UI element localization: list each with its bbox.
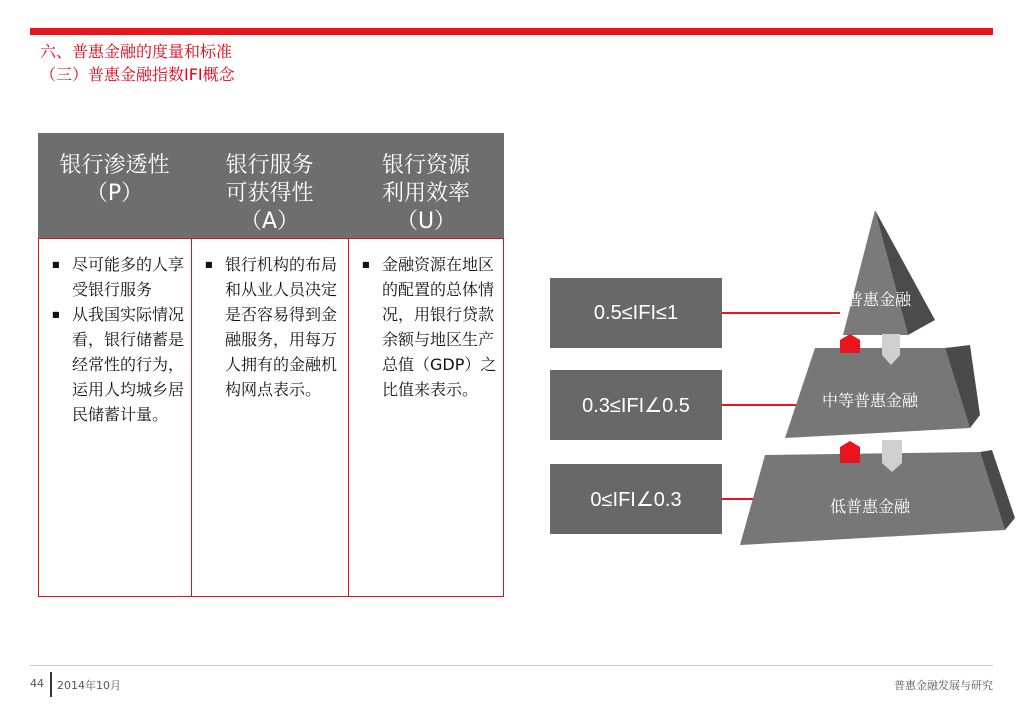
dimension-header-u: [348, 133, 504, 238]
range-box-high: 0.5≤IFI≤1: [550, 278, 722, 348]
arrow-up-icon: [840, 441, 860, 463]
page-number: 44: [30, 677, 44, 690]
arrow-up-icon: [840, 334, 860, 353]
ifi-pyramid: [730, 200, 1015, 550]
dimension-heading: 银行渗透性（P）: [59, 153, 170, 206]
bullet-list: [349, 239, 503, 402]
range-box-low: 0≤IFI∠0.3: [550, 464, 722, 534]
bullet-item: ■ 金融资源在地区的配置的总体情况，用银行贷款余额与地区生产总值（GDP）之比值来表示。: [349, 252, 503, 402]
section-title: 六、普惠金融的度量和标准: [40, 42, 233, 61]
dimension-heading: 银行服务可获得性（A）: [225, 153, 314, 234]
tier-label-high: 高普惠金融: [831, 290, 912, 309]
dimension-header-a: [191, 133, 348, 238]
bullet-list: [192, 239, 348, 402]
footer-doc-title: 普惠金融发展与研究: [894, 679, 993, 692]
footer-separator: [50, 672, 52, 697]
dimension-heading: 银行资源利用效率（U）: [381, 153, 470, 234]
top-accent-bar: [30, 28, 993, 35]
footer-divider: [30, 665, 993, 666]
footer-date: 2014年10月: [57, 679, 121, 692]
bullet-list: [39, 239, 191, 427]
range-box-medium: 0.3≤IFI∠0.5: [550, 370, 722, 440]
bullet-item: ■ 从我国实际情况看，银行储蓄是经常性的行为，运用人均城乡居民储蓄计量。: [39, 302, 191, 427]
bullet-item: ■ 尽可能多的人享受银行服务: [39, 252, 191, 302]
dimension-header-p: [38, 133, 191, 238]
dimension-body-p: [38, 238, 192, 597]
tier-label-medium: 中等普惠金融: [821, 391, 918, 410]
subsection-title: （三）普惠金融指数IFI概念: [40, 65, 235, 84]
dimension-body-u: [348, 238, 504, 597]
tier-label-low: 低普惠金融: [829, 497, 910, 516]
bullet-item: ■ 银行机构的布局和从业人员决定是否容易得到金融服务，用每万人拥有的金融机构网点表示。: [192, 252, 348, 402]
dimension-body-a: [191, 238, 349, 597]
dimensions-table: [38, 133, 504, 597]
